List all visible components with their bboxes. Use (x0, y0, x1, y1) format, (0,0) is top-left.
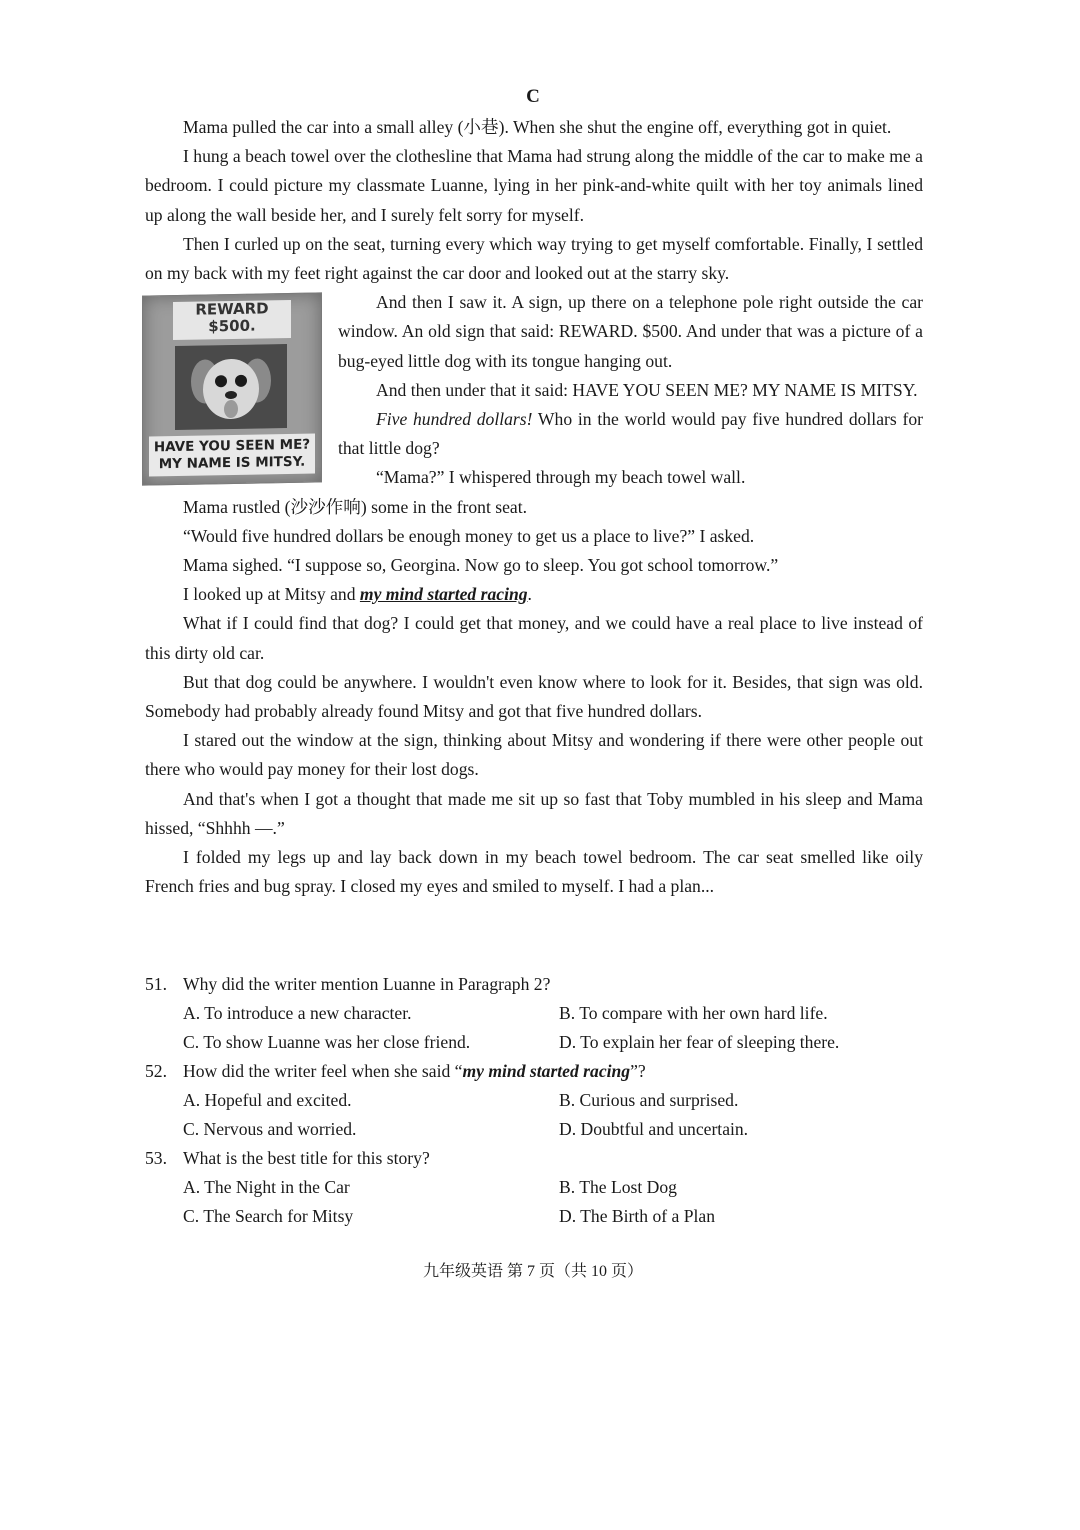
section-letter: C (526, 86, 540, 107)
poster-caption-line-2: MY NAME IS MITSY. (158, 453, 306, 473)
question-stem (183, 1057, 646, 1086)
option-d[interactable]: D. To explain her fear of sleeping there. (559, 1032, 840, 1052)
paragraph-3: Then I curled up on the seat, turning every which way trying to get myself comfortable. Finally, I settled on my back with my feet right against the car door and looked out at the starry sky. (145, 233, 923, 284)
question-stem: Why did the writer mention Luanne in Paragraph 2? (183, 974, 551, 994)
lost-dog-poster-image (142, 293, 322, 486)
poster-caption (149, 434, 315, 477)
option-b[interactable]: B. Curious and surprised. (559, 1090, 739, 1110)
paragraph-15: And that's when I got a thought that made me sit up so fast that Toby mumbled in his sleep and Mama hissed, “Shhhh —.” (145, 788, 923, 838)
paragraph-10: Mama sighed. “I suppose so, Georgina. Now go to sleep. You got school tomorrow.” (183, 555, 779, 576)
option-d[interactable]: D. Doubtful and uncertain. (559, 1119, 749, 1139)
option-a[interactable]: A. Hopeful and excited. (183, 1090, 352, 1110)
question-number: 51. (145, 974, 167, 994)
paragraph-11-before: I looked up at Mitsy and (183, 584, 360, 605)
options-row (145, 1086, 935, 1115)
question-number: 52. (145, 1061, 167, 1081)
question-51 (145, 970, 935, 999)
options-row (145, 1028, 935, 1057)
paragraph-13: But that dog could be anywhere. I wouldn't even know where to look for it. Besides, that sign was old. Somebody had probably already found Mitsy and got that five hundred dollars. (145, 671, 923, 722)
option-a[interactable]: A. The Night in the Car (183, 1177, 350, 1197)
options-row (145, 1173, 935, 1202)
option-b[interactable]: B. To compare with her own hard life. (559, 1003, 828, 1023)
poster-amount-text: $500. (208, 316, 256, 336)
paragraph-16: I folded my legs up and lay back down in my beach towel bedroom. The car seat smelled like oily French fries and bug spray. I closed my eyes and smiled to myself. I had a plan... (145, 847, 923, 897)
paragraph-9: “Would five hundred dollars be enough money to get us a place to live?” I asked. (183, 525, 755, 546)
paragraph-14: I stared out the window at the sign, thinking about Mitsy and wondering if there were other people out there who would pay money for their lost dogs. (145, 730, 923, 780)
paragraph-8: Mama rustled (沙沙作响) some in the front seat. (183, 496, 527, 517)
paragraph-12: What if I could find that dog? I could get that money, and we could have a real place to live instead of this dirty old car. (145, 613, 923, 663)
option-b[interactable]: B. The Lost Dog (559, 1177, 677, 1197)
options-row (145, 1202, 935, 1231)
paragraph-6-rest: Who in the world would pay five hundred dollars for that little dog? (338, 409, 923, 459)
question-stem-before: How did the writer feel when she said “ (183, 1061, 463, 1081)
page-footer: 九年级英语 第 7 页（共 10 页） (422, 1263, 643, 1280)
options-row (145, 999, 935, 1028)
poster-reward-text: REWARD (195, 299, 269, 319)
question-number: 53. (145, 1148, 167, 1168)
question-52 (145, 1057, 935, 1086)
poster-reward-banner (173, 300, 291, 340)
question-53 (145, 1144, 935, 1173)
paragraph-5: And then under that it said: HAVE YOU SEEN ME? MY NAME IS MITSY. (376, 379, 918, 400)
dog-icon (175, 344, 287, 430)
paragraph-4: And then I saw it. A sign, up there on a telephone pole right outside the car window. An old sign that said: REWARD. $500. And under that was a picture of a bug-eyed little dog with its tongue hanging out. (338, 292, 923, 371)
paragraph-1: Mama pulled the car into a small alley (小巷). When she shut the engine off, everything got in quiet. (183, 117, 892, 137)
paragraph-6-italic: Five hundred dollars! (376, 409, 533, 430)
poster-caption-line-1: HAVE YOU SEEN ME? (153, 436, 311, 456)
dog-photo (175, 344, 287, 430)
paragraph-11 (145, 580, 923, 609)
option-a[interactable]: A. To introduce a new character. (183, 1003, 412, 1023)
questions (145, 970, 935, 1231)
option-c[interactable]: C. The Search for Mitsy (183, 1206, 354, 1226)
option-d[interactable]: D. The Birth of a Plan (559, 1206, 716, 1226)
option-c[interactable]: C. Nervous and worried. (183, 1119, 357, 1139)
option-c[interactable]: C. To show Luanne was her close friend. (183, 1032, 471, 1052)
underlined-phrase: my mind started racing (359, 584, 528, 605)
options-row (145, 1115, 935, 1144)
paragraph-2: I hung a beach towel over the clothesline that Mama had strung along the middle of the car to make me a bedroom. I could picture my classmate Luanne, lying in her pink-and-white quilt with her toy animals lined up along the wall beside her, and I surely felt sorry for myself. (145, 146, 923, 225)
reading-passage (145, 113, 923, 901)
question-stem: What is the best title for this story? (183, 1148, 430, 1168)
question-stem-after: ”? (630, 1061, 646, 1081)
paragraph-11-after: . (527, 584, 532, 605)
paragraph-7: “Mama?” I whispered through my beach towel wall. (376, 467, 746, 488)
question-stem-phrase: my mind started racing (462, 1061, 631, 1081)
